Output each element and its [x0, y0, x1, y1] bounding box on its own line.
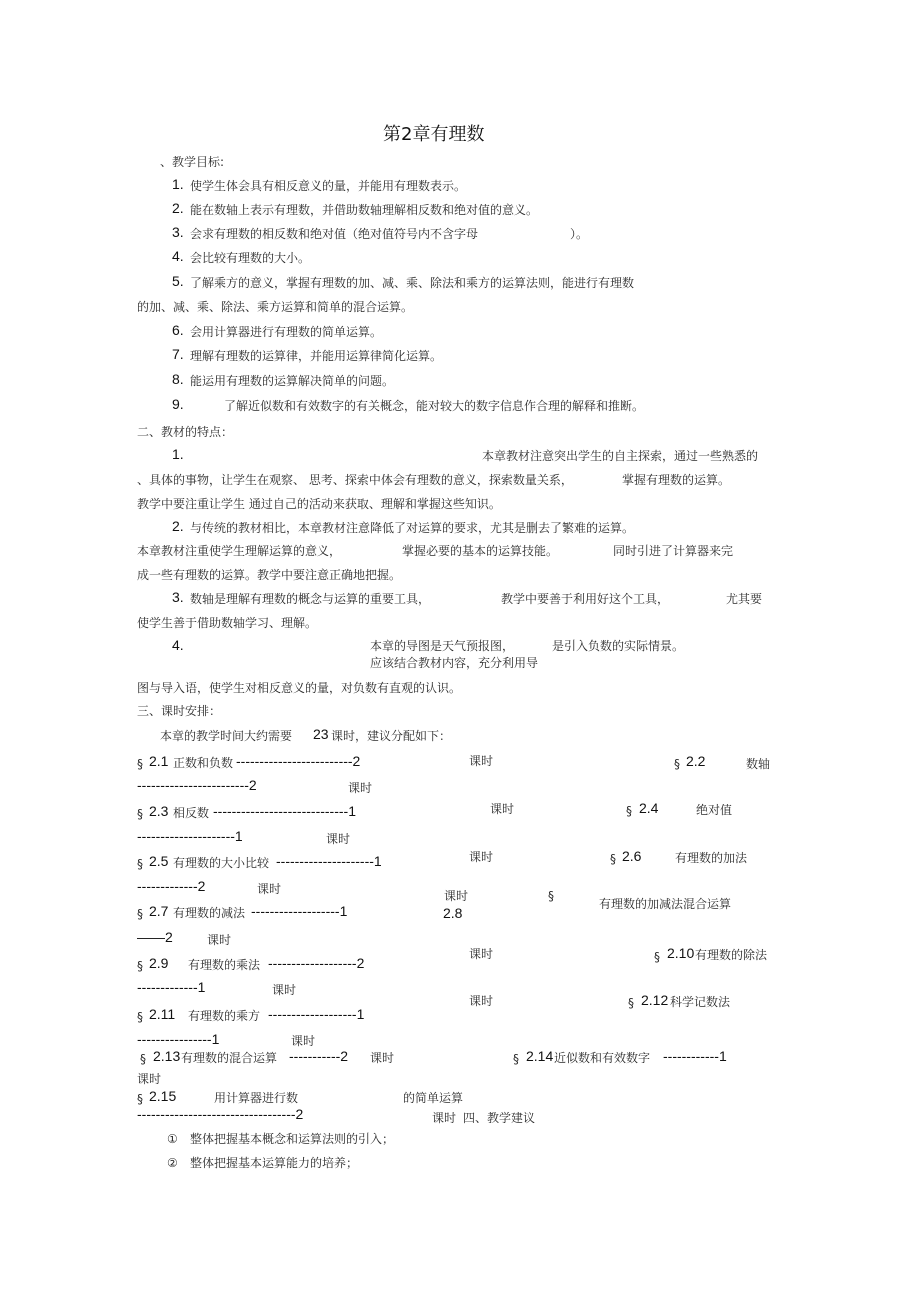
schedule-hours: -------------1 — [137, 979, 206, 995]
goal-number: 3. — [172, 224, 184, 240]
schedule-number: 2.14 — [526, 1048, 554, 1064]
schedule-topic: 的简单运算 — [403, 1091, 464, 1105]
feature-text: 与传统的教材相比，本章教材注意降低了对运算的要求，尤其是删去了繁难的运算。 — [190, 521, 635, 535]
goal-text: 会用计算器进行有理数的简单运算。 — [190, 325, 383, 339]
feature-text: 掌握必要的基本的运算技能。 — [402, 544, 559, 558]
hours-unit: 课时 — [137, 1072, 162, 1086]
schedule-hours: -------------------1 — [268, 1006, 365, 1022]
feature-text: 本章教材注意突出学生的自主探索，通过一些熟悉的 — [482, 449, 759, 463]
hours-unit: 课时 — [207, 933, 232, 947]
schedule-topic: 相反数 — [173, 806, 210, 820]
goal-number: 7. — [172, 346, 184, 362]
section-symbol: § — [513, 1052, 519, 1066]
section-heading-suggestions: 四、教学建议 — [463, 1111, 536, 1125]
schedule-topic: 用计算器进行数 — [214, 1091, 299, 1105]
feature-number: 4. — [172, 637, 184, 653]
schedule-hours: -----------------------------1 — [213, 803, 356, 819]
feature-text: 本章教材注重使学生理解运算的意义， — [137, 544, 342, 558]
section-symbol: § — [140, 1052, 146, 1066]
section-symbol: § — [137, 857, 143, 871]
schedule-topic: 数轴 — [746, 757, 771, 771]
schedule-number: 2.8 — [443, 905, 463, 921]
schedule-hours: ——2 — [137, 929, 173, 945]
schedule-topic: 有理数的乘法 — [188, 958, 261, 972]
schedule-topic: 有理数的乘方 — [188, 1009, 261, 1023]
goal-number: 8. — [172, 371, 184, 387]
feature-text: 图与导入语，使学生对相反意义的量，对负数有直观的认识。 — [137, 681, 462, 695]
schedule-number: 2.3 — [149, 803, 169, 819]
schedule-topic: 有理数的混合运算 — [181, 1051, 278, 1065]
schedule-intro: 本章的教学时间大约需要 — [160, 729, 293, 743]
schedule-number: 2.15 — [149, 1088, 177, 1104]
section-symbol: § — [137, 807, 143, 821]
schedule-number: 2.4 — [639, 800, 659, 816]
schedule-number: 2.10 — [667, 945, 695, 961]
schedule-topic: 有理数的加减法混合运算 — [599, 897, 732, 911]
hours-unit: 课时 — [291, 1034, 316, 1048]
hours-unit: 课时 — [326, 832, 351, 846]
section-symbol: § — [137, 1092, 143, 1106]
section-symbol: § — [137, 959, 143, 973]
feature-text: 同时引进了计算器来完 — [613, 544, 734, 558]
goal-number: 5. — [172, 273, 184, 289]
schedule-topic: 正数和负数 — [173, 756, 234, 770]
schedule-topic: 近似数和有效数字 — [554, 1051, 651, 1065]
section-symbol: § — [548, 889, 554, 903]
hours-unit: 课时 — [469, 754, 494, 768]
schedule-hours: -----------2 — [289, 1048, 349, 1064]
feature-text: 尤其要 — [726, 592, 763, 606]
section-symbol: § — [610, 852, 616, 866]
suggestion-mark: ① — [167, 1132, 178, 1146]
schedule-hours: ---------------------1 — [137, 828, 243, 844]
feature-text: 成一些有理数的运算。教学中要注意正确地把握。 — [137, 568, 402, 582]
section-symbol: § — [654, 950, 660, 964]
schedule-number: 2.2 — [686, 753, 706, 769]
section-symbol: § — [626, 804, 632, 818]
schedule-hours: -------------------2 — [268, 955, 365, 971]
section-symbol: § — [674, 757, 680, 771]
hours-unit: 课时 — [490, 802, 515, 816]
feature-number: 1. — [172, 446, 184, 462]
schedule-number: 2.9 — [149, 955, 169, 971]
feature-text: 、具体的事物，让学生在观察、 思考、探索中体会有理数的意义，探索数量关系， — [137, 473, 573, 487]
goal-text: 理解有理数的运算律，并能用运算律简化运算。 — [190, 349, 443, 363]
feature-number: 2. — [172, 518, 184, 534]
hours-unit: 课时 — [257, 882, 282, 896]
section-heading-goals: 、教学目标: — [160, 155, 225, 169]
schedule-topic: 有理数的减法 — [173, 906, 246, 920]
feature-text: 掌握有理数的运算。 — [622, 473, 731, 487]
feature-text: 应该结合教材内容，充分利用导 — [370, 656, 539, 670]
section-symbol: § — [628, 996, 634, 1010]
feature-text: 是引入负数的实际情景。 — [552, 639, 685, 653]
schedule-hours: ---------------------1 — [276, 853, 382, 869]
feature-text: 教学中要注重让学生 通过自己的活动来获取、理解和掌握这些知识。 — [137, 497, 501, 511]
feature-text: 数轴是理解有理数的概念与运算的重要工具， — [190, 592, 431, 606]
section-heading-features: 二、教材的特点： — [137, 425, 234, 439]
schedule-total-hours: 23 — [313, 726, 329, 742]
hours-unit: 课时 — [348, 781, 373, 795]
goal-number: 1. — [172, 176, 184, 192]
hours-unit: 课时 — [272, 983, 297, 997]
schedule-hours: ------------------------2 — [137, 777, 257, 793]
section-heading-schedule: 三、课时安排： — [137, 704, 222, 718]
goal-text: 会比较有理数的大小。 — [190, 251, 311, 265]
schedule-number: 2.12 — [641, 992, 669, 1008]
goal-text-continued: 的加、减、乘、除法、乘方运算和简单的混合运算。 — [137, 300, 414, 314]
schedule-hours: ----------------------------------2 — [137, 1106, 304, 1122]
hours-unit: 课时 — [469, 994, 494, 1008]
page-title: 第2章有理数 — [383, 124, 485, 145]
section-symbol: § — [137, 757, 143, 771]
feature-text: 本章的导图是天气预报图， — [370, 639, 515, 653]
goal-text: 了解近似数和有效数字的有关概念，能对较大的数字信息作合理的解释和推断。 — [224, 399, 645, 413]
schedule-number: 2.7 — [149, 903, 169, 919]
suggestion-mark: ② — [167, 1156, 178, 1170]
schedule-topic: 有理数的加法 — [675, 851, 748, 865]
schedule-intro: 课时，建议分配如下： — [331, 729, 452, 743]
goal-text: 能运用有理数的运算解决简单的问题。 — [190, 374, 395, 388]
schedule-topic: 科学记数法 — [670, 995, 731, 1009]
schedule-hours: ------------1 — [663, 1048, 727, 1064]
hours-unit: 课时 — [469, 947, 494, 961]
schedule-number: 2.1 — [149, 753, 169, 769]
feature-text: 教学中要善于利用好这个工具， — [501, 592, 670, 606]
section-symbol: § — [137, 907, 143, 921]
hours-unit: 课时 — [370, 1051, 395, 1065]
feature-text: 使学生善于借助数轴学习、理解。 — [137, 616, 318, 630]
hours-unit: 课时 — [444, 889, 469, 903]
schedule-number: 2.5 — [149, 853, 169, 869]
schedule-topic: 绝对值 — [696, 803, 733, 817]
hours-unit: 课时 — [469, 850, 494, 864]
schedule-topic: 有理数的大小比较 — [173, 856, 270, 870]
feature-number: 3. — [172, 589, 184, 605]
goal-text: 会求有理数的相反数和绝对值（绝对值符号内不含字母 — [190, 227, 479, 241]
goal-text: 使学生体会具有相反意义的量，并能用有理数表示。 — [190, 179, 467, 193]
schedule-number: 2.11 — [149, 1006, 176, 1022]
goal-text: 了解乘方的意义，掌握有理数的加、减、乘、除法和乘方的运算法则，能进行有理数 — [190, 276, 635, 290]
goal-text-tail: ）。 — [570, 227, 589, 241]
hours-unit: 课时 — [432, 1111, 457, 1125]
section-symbol: § — [137, 1010, 143, 1024]
goal-number: 2. — [172, 200, 184, 216]
goal-number: 6. — [172, 322, 184, 338]
schedule-hours: -------------2 — [137, 878, 206, 894]
goal-text: 能在数轴上表示有理数，并借助数轴理解相反数和绝对值的意义。 — [190, 203, 539, 217]
goal-number: 4. — [172, 248, 184, 264]
schedule-hours: -------------------------2 — [236, 753, 361, 769]
schedule-number: 2.13 — [153, 1048, 181, 1064]
suggestion-text: 整体把握基本运算能力的培养； — [190, 1156, 359, 1170]
suggestion-text: 整体把握基本概念和运算法则的引入； — [190, 1132, 395, 1146]
goal-number: 9. — [172, 396, 184, 412]
schedule-hours: -------------------1 — [251, 903, 348, 919]
schedule-hours: ----------------1 — [137, 1031, 220, 1047]
schedule-topic: 有理数的除法 — [695, 948, 768, 962]
schedule-number: 2.6 — [622, 848, 642, 864]
